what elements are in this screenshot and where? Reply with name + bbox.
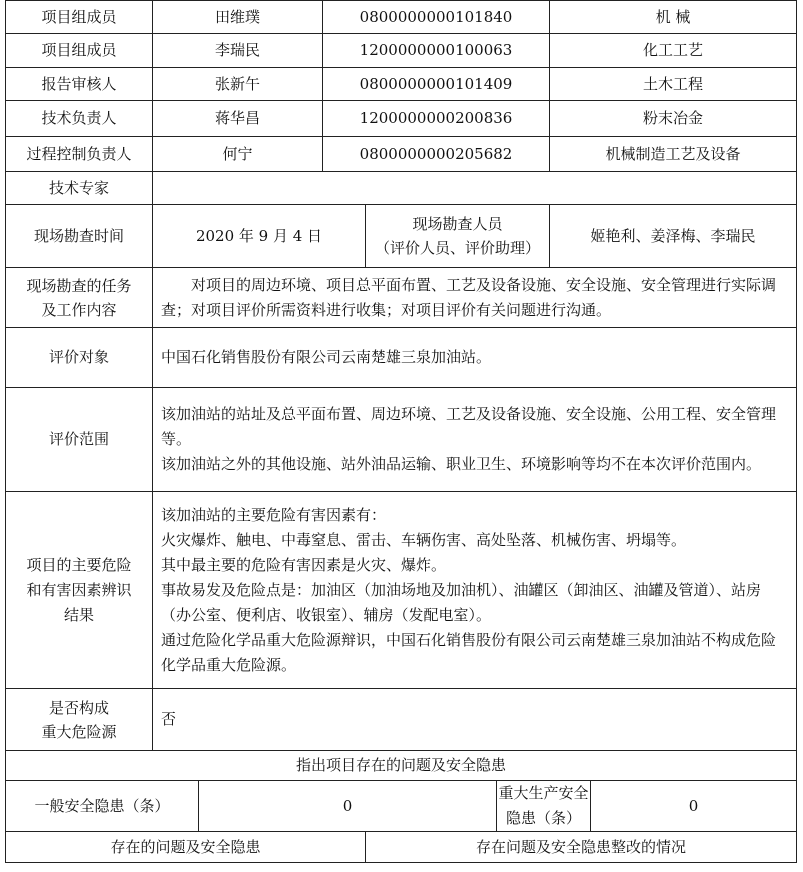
issues-col-right: 存在问题及安全隐患整改的情况: [366, 832, 797, 863]
object-row: [6, 328, 797, 388]
member-cert-number: 1200000000100063: [323, 34, 550, 68]
member-role: 项目组成员: [6, 1, 153, 34]
survey-staff-label-line: 现场勘查人员: [412, 215, 503, 233]
hazards-line: 其中最主要的危险有害因素是火灾、爆炸。: [161, 555, 447, 574]
hazards-line: 火灾爆炸、触电、中毒窒息、雷击、车辆伤害、高处坠落、机械伤害、坍塌等。: [161, 530, 687, 549]
scope-content: [153, 388, 797, 492]
scope-text: 该加油站的站址及总平面布置、周边环境、工艺及设备设施、安全设施、公用工程、安全管理等。: [161, 405, 777, 448]
member-role: 技术负责人: [6, 101, 153, 137]
member-name: 李瑞民: [153, 34, 323, 68]
hazards-row: [6, 492, 797, 689]
issues-columns-row: [6, 832, 797, 863]
task-label-line: 及工作内容: [41, 300, 117, 319]
issues-header-row: [6, 751, 797, 781]
member-name: 何宁: [153, 137, 323, 172]
member-row: [6, 68, 797, 101]
tech-expert-label: 技术专家: [6, 172, 153, 205]
tech-expert-value: [153, 172, 797, 205]
member-cert-number: 0800000000101409: [323, 68, 550, 101]
member-major: 机 械: [550, 1, 797, 34]
member-major: 机械制造工艺及设备: [550, 137, 797, 172]
major-hazard-label: 重大生产安全隐患（条）: [497, 781, 591, 832]
task-label-line: 现场勘查的任务: [26, 276, 132, 295]
member-cert-number: 0800000000101840: [323, 1, 550, 34]
member-name: 张新午: [153, 68, 323, 101]
major-source-label-line: 是否构成: [48, 698, 109, 717]
task-content: [153, 268, 797, 328]
hazards-label: [6, 492, 153, 689]
hazards-line: 事故易发及危险点是：加油区（加油场地及加油机）、油罐区（卸油区、油罐及管道）、站房（办公室、便利店、收银室）、辅房（发配电室）。: [161, 580, 762, 624]
member-row: [6, 34, 797, 68]
major-source-value: 否: [153, 689, 797, 751]
scope-label: 评价范围: [6, 388, 153, 492]
member-row: [6, 101, 797, 137]
member-name: 蒋华昌: [153, 101, 323, 137]
object-value: 中国石化销售股份有限公司云南楚雄三泉加油站。: [153, 328, 797, 388]
survey-staff-value: 姬艳利、姜泽梅、李瑞民: [550, 205, 797, 268]
member-row: [6, 1, 797, 34]
issues-count-row: [6, 781, 797, 832]
member-cert-number: 0800000000205682: [323, 137, 550, 172]
major-source-label: [6, 689, 153, 751]
survey-time-label: 现场勘查时间: [6, 205, 153, 268]
major-source-label-line: 重大危险源: [41, 722, 117, 741]
member-role: 过程控制负责人: [6, 137, 153, 172]
survey-row: [6, 205, 797, 268]
hazards-line: 通过危险化学品重大危险源辩识，中国石化销售股份有限公司云南楚雄三泉加油站不构成危险化学品重大危险源。: [161, 630, 777, 674]
major-source-row: [6, 689, 797, 751]
survey-staff-label: [366, 205, 550, 268]
object-label: 评价对象: [6, 328, 153, 388]
member-major: 土木工程: [550, 68, 797, 101]
task-row: [6, 268, 797, 328]
task-label: [6, 268, 153, 328]
hazards-content: [153, 492, 797, 689]
major-hazard-count: 0: [591, 781, 797, 832]
issues-col-left: 存在的问题及安全隐患: [6, 832, 366, 863]
issues-header: 指出项目存在的问题及安全隐患: [6, 751, 797, 781]
member-major: 化工工艺: [550, 34, 797, 68]
member-major: 粉末冶金: [550, 101, 797, 137]
hazards-label-line: 项目的主要危险: [26, 555, 132, 574]
general-hazard-count: 0: [199, 781, 497, 832]
survey-time-value: 2020 年 9 月 4 日: [153, 205, 366, 268]
member-cert-number: 1200000000200836: [323, 101, 550, 137]
hazards-label-line: 和有害因素辨识: [26, 580, 132, 599]
member-role: 项目组成员: [6, 34, 153, 68]
project-info-table: [5, 0, 797, 863]
survey-staff-label-line: （评价人员、评价助理）: [375, 239, 541, 257]
general-hazard-label: 一般安全隐患（条）: [6, 781, 199, 832]
member-row: [6, 137, 797, 172]
member-name: 田维璞: [153, 1, 323, 34]
hazards-line: 该加油站的主要危险有害因素有：: [161, 505, 387, 524]
scope-text: 该加油站之外的其他设施、站外油品运输、职业卫生、环境影响等均不在本次评价范围内。: [161, 455, 762, 473]
scope-row: [6, 388, 797, 492]
task-text: 对项目的周边环境、项目总平面布置、工艺及设备设施、安全设施、安全管理进行实际调查；对项目评价所需资料进行收集；对项目评价有关问题进行沟通。: [161, 275, 777, 319]
member-role: 报告审核人: [6, 68, 153, 101]
tech-expert-row: [6, 172, 797, 205]
hazards-label-line: 结果: [63, 605, 94, 624]
